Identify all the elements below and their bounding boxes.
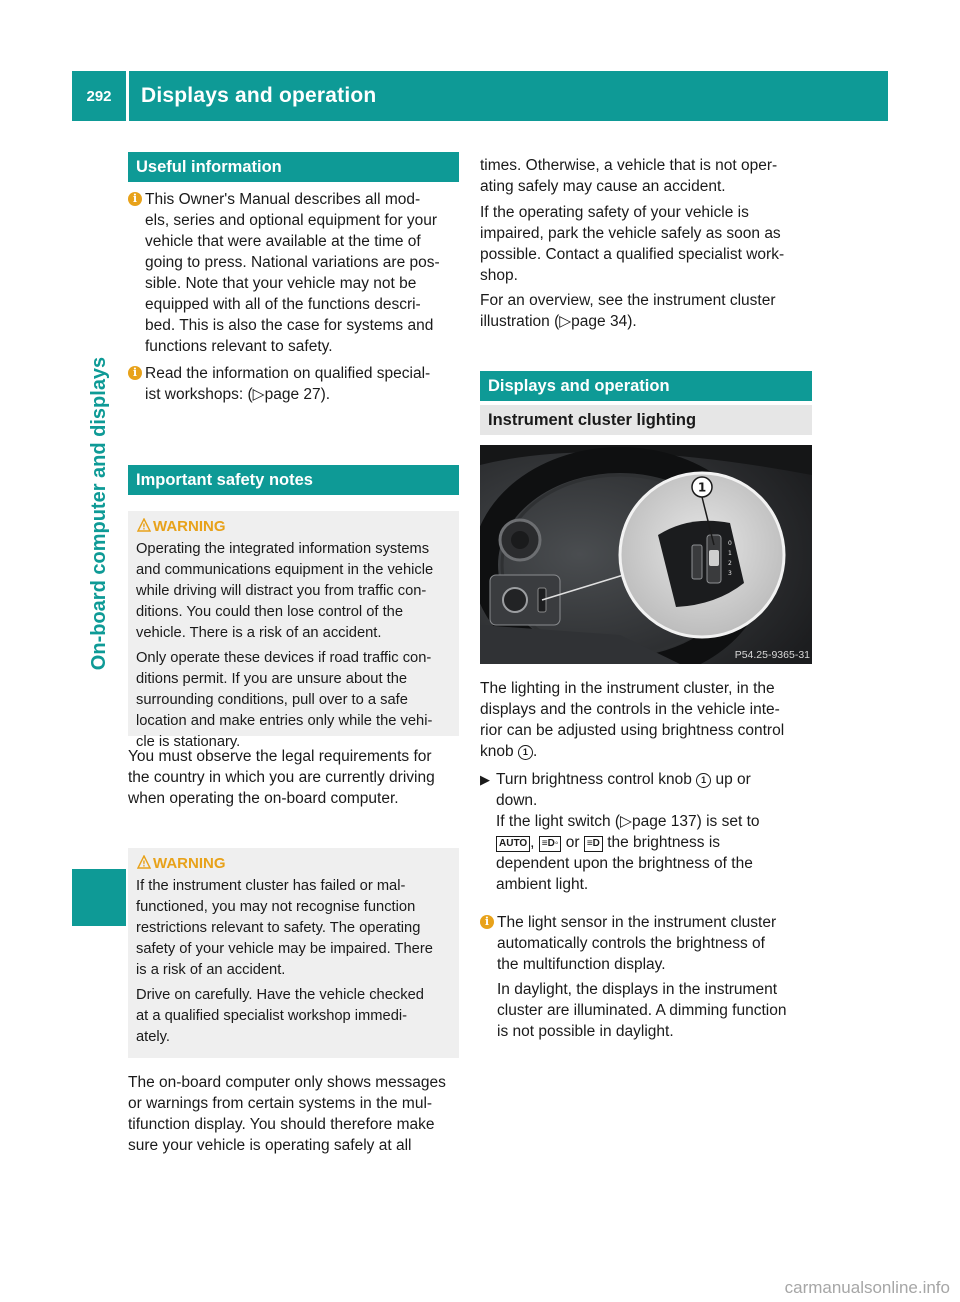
text-line: ist workshops: ( [145, 386, 253, 403]
figure-code: P54.25-9365-31 [734, 649, 810, 661]
warning-title [142, 517, 451, 537]
text-line: If the light switch ( [496, 813, 621, 830]
text-line: possible. Contact a qualified specialist work- [480, 246, 785, 263]
side-tab [84, 158, 116, 868]
body-paragraph-messages [128, 1072, 459, 1156]
text-line: tifunction display. You should therefore make [128, 1116, 435, 1133]
text-line: cle is stationary. [136, 734, 241, 750]
info-icon: i [128, 192, 142, 206]
info-icon: i [128, 366, 142, 380]
text-line: or warnings from certain systems in the mul- [128, 1095, 433, 1112]
text-line: ambient light. [496, 876, 589, 893]
page-ref-link[interactable]: page 137) is set to [631, 813, 760, 830]
info-icon: i [480, 915, 494, 929]
info-text [145, 363, 459, 405]
text-line: sure your vehicle is operating safely at all [128, 1137, 412, 1154]
text-line: If the instrument cluster has failed or mal- [136, 878, 406, 894]
warning-box-distraction [128, 511, 459, 750]
body-paragraph-lighting-intro [480, 678, 812, 762]
text-line: the multifunction display. [497, 956, 666, 973]
warning-title [142, 854, 451, 874]
text-line: The light sensor in the instrument cluster [497, 914, 777, 931]
page-ref-link[interactable]: page 34). [571, 313, 637, 330]
text-line: Turn brightness control knob [496, 771, 692, 788]
text-line: down. [496, 792, 538, 809]
text-line: while driving will distract you from traffic con- [136, 583, 427, 599]
side-tab-label: On-board computer and displays [88, 356, 111, 670]
text-line: The lighting in the instrument cluster, in the [480, 680, 775, 697]
warning-triangle-icon [137, 855, 151, 869]
svg-text:0: 0 [728, 540, 732, 547]
text-line: ately. [136, 1029, 171, 1045]
knob-reference-icon: 1 [518, 745, 533, 760]
info-note-owners-manual [128, 189, 459, 361]
text-line: ditions permit. If you are unsure about the [136, 671, 408, 687]
svg-text:1: 1 [728, 550, 732, 557]
warning-box-instrument-cluster [128, 848, 459, 1058]
instruction-step-turn-knob [480, 769, 812, 895]
svg-text:2: 2 [728, 560, 732, 567]
body-paragraph-overview [480, 290, 812, 332]
text-line: els, series and optional equipment for your [145, 212, 438, 229]
text-line: Drive on carefully. Have the vehicle checked [136, 987, 424, 1003]
text-line: at a qualified specialist workshop immedi- [136, 1008, 408, 1024]
warning-triangle-icon [137, 518, 151, 532]
text-line: In daylight, the displays in the instrument [497, 981, 778, 998]
text-line: restrictions relevant to safety. The operating [136, 920, 421, 936]
section-heading-displays-and-operation: Displays and operation [480, 371, 812, 401]
text-line: The on-board computer only shows messages [128, 1074, 446, 1091]
page-ref-arrow-icon: ▷ [559, 313, 572, 330]
text-line: vehicle. There is a risk of an accident. [136, 625, 382, 641]
text-line: ating safely may cause an accident. [480, 178, 726, 195]
text-line: equipped with all of the functions descri- [145, 296, 421, 313]
text-line: If the operating safety of your vehicle is [480, 204, 749, 221]
dashboard-illustration [480, 445, 812, 664]
page-ref-arrow-icon: ▷ [252, 386, 265, 403]
page-header [72, 71, 888, 121]
text-line: vehicle that were available at the time of [145, 233, 421, 250]
step-arrow-icon: ▶ [480, 772, 490, 787]
text-line: safety of your vehicle may be impaired. There [136, 941, 433, 957]
text-line: dependent upon the brightness of the [496, 855, 753, 872]
svg-text:!: ! [142, 522, 146, 532]
section-heading-useful-information: Useful information [128, 152, 459, 182]
text-line: is not possible in daylight. [497, 1023, 674, 1040]
side-tab-marker [72, 869, 126, 926]
text-line: going to press. National variations are pos- [145, 254, 440, 271]
text-line: This Owner's Manual describes all mod- [145, 191, 421, 208]
text-line: displays and the controls in the vehicle inte- [480, 701, 780, 718]
svg-text:!: ! [142, 859, 146, 869]
body-paragraph-legal [128, 746, 459, 809]
text-line: Only operate these devices if road traffic con- [136, 650, 432, 666]
info-note-workshops [128, 363, 459, 409]
body-paragraph-operating-safety [480, 202, 812, 286]
text-line: shop. [480, 267, 518, 284]
text-line: cluster are illuminated. A dimming function [497, 1002, 787, 1019]
page-ref-arrow-icon: ▷ [620, 813, 632, 830]
info-text [145, 189, 459, 357]
text-line: functioned, you may not recognise function [136, 899, 416, 915]
warning-label: WARNING [153, 855, 226, 872]
text-line: functions relevant to safety. [145, 338, 333, 355]
text-line: knob [480, 743, 514, 760]
text-line: is a risk of an accident. [136, 962, 286, 978]
text-line: or [565, 834, 580, 851]
text-line: times. Otherwise, a vehicle that is not oper- [480, 157, 778, 174]
text-line: impaired, park the vehicle safely as soon as [480, 225, 781, 242]
text-line: the country in which you are currently driving [128, 769, 435, 786]
body-paragraph-continuation [480, 155, 812, 197]
text-line: the brightness is [607, 834, 721, 851]
text-line: For an overview, see the instrument cluster [480, 292, 776, 309]
text-line: You must observe the legal requirements for [128, 748, 432, 765]
text-line: ditions. You could then lose control of the [136, 604, 404, 620]
step-text: Turn brightness control knob 1 up or down. If the light switch (▷page 137) is set to AUTO , ≡D◦ or ≡D the brightness is dependent upon the brightness of the ambient light. [496, 771, 760, 893]
text-line: up or [715, 771, 751, 788]
page-number: 292 [86, 87, 112, 105]
text-line: Read the information on qualified special- [145, 365, 431, 382]
info-text [497, 912, 812, 1042]
text-line: when operating the on-board computer. [128, 790, 399, 807]
watermark: carmanualsonline.info [784, 1278, 950, 1297]
info-note-light-sensor [480, 912, 812, 1046]
text-line: sible. Note that your vehicle may not be [145, 275, 417, 292]
text-line: and communications equipment in the vehicle [136, 562, 434, 578]
subsection-heading-instrument-cluster-lighting: Instrument cluster lighting [480, 405, 812, 435]
auto-light-symbol-icon: AUTO [496, 836, 530, 852]
figure-callout-label: 1 [697, 480, 707, 495]
text-line: illustration ( [480, 313, 560, 330]
low-beam-symbol-icon: ≡D [584, 836, 603, 852]
text-line: bed. This is also the case for systems and [145, 317, 434, 334]
section-heading-important-safety-notes: Important safety notes [128, 465, 459, 495]
svg-text:3: 3 [728, 570, 732, 577]
parking-light-symbol-icon: ≡D◦ [539, 836, 562, 852]
page-ref-link[interactable]: page 27). [264, 386, 331, 403]
page-title: Displays and operation [141, 84, 377, 107]
text-line: rior can be adjusted using brightness control [480, 722, 785, 739]
figure-brightness-control-knob [480, 445, 812, 664]
text-line: automatically controls the brightness of [497, 935, 765, 952]
text-line: surrounding conditions, pull over to a safe [136, 692, 408, 708]
knob-reference-icon: 1 [696, 773, 711, 788]
warning-label: WARNING [153, 518, 226, 535]
text-line: Operating the integrated information systems [136, 541, 430, 557]
text-line: location and make entries only while the vehi- [136, 713, 433, 729]
text-line: . [532, 743, 538, 760]
header-divider [126, 71, 129, 121]
